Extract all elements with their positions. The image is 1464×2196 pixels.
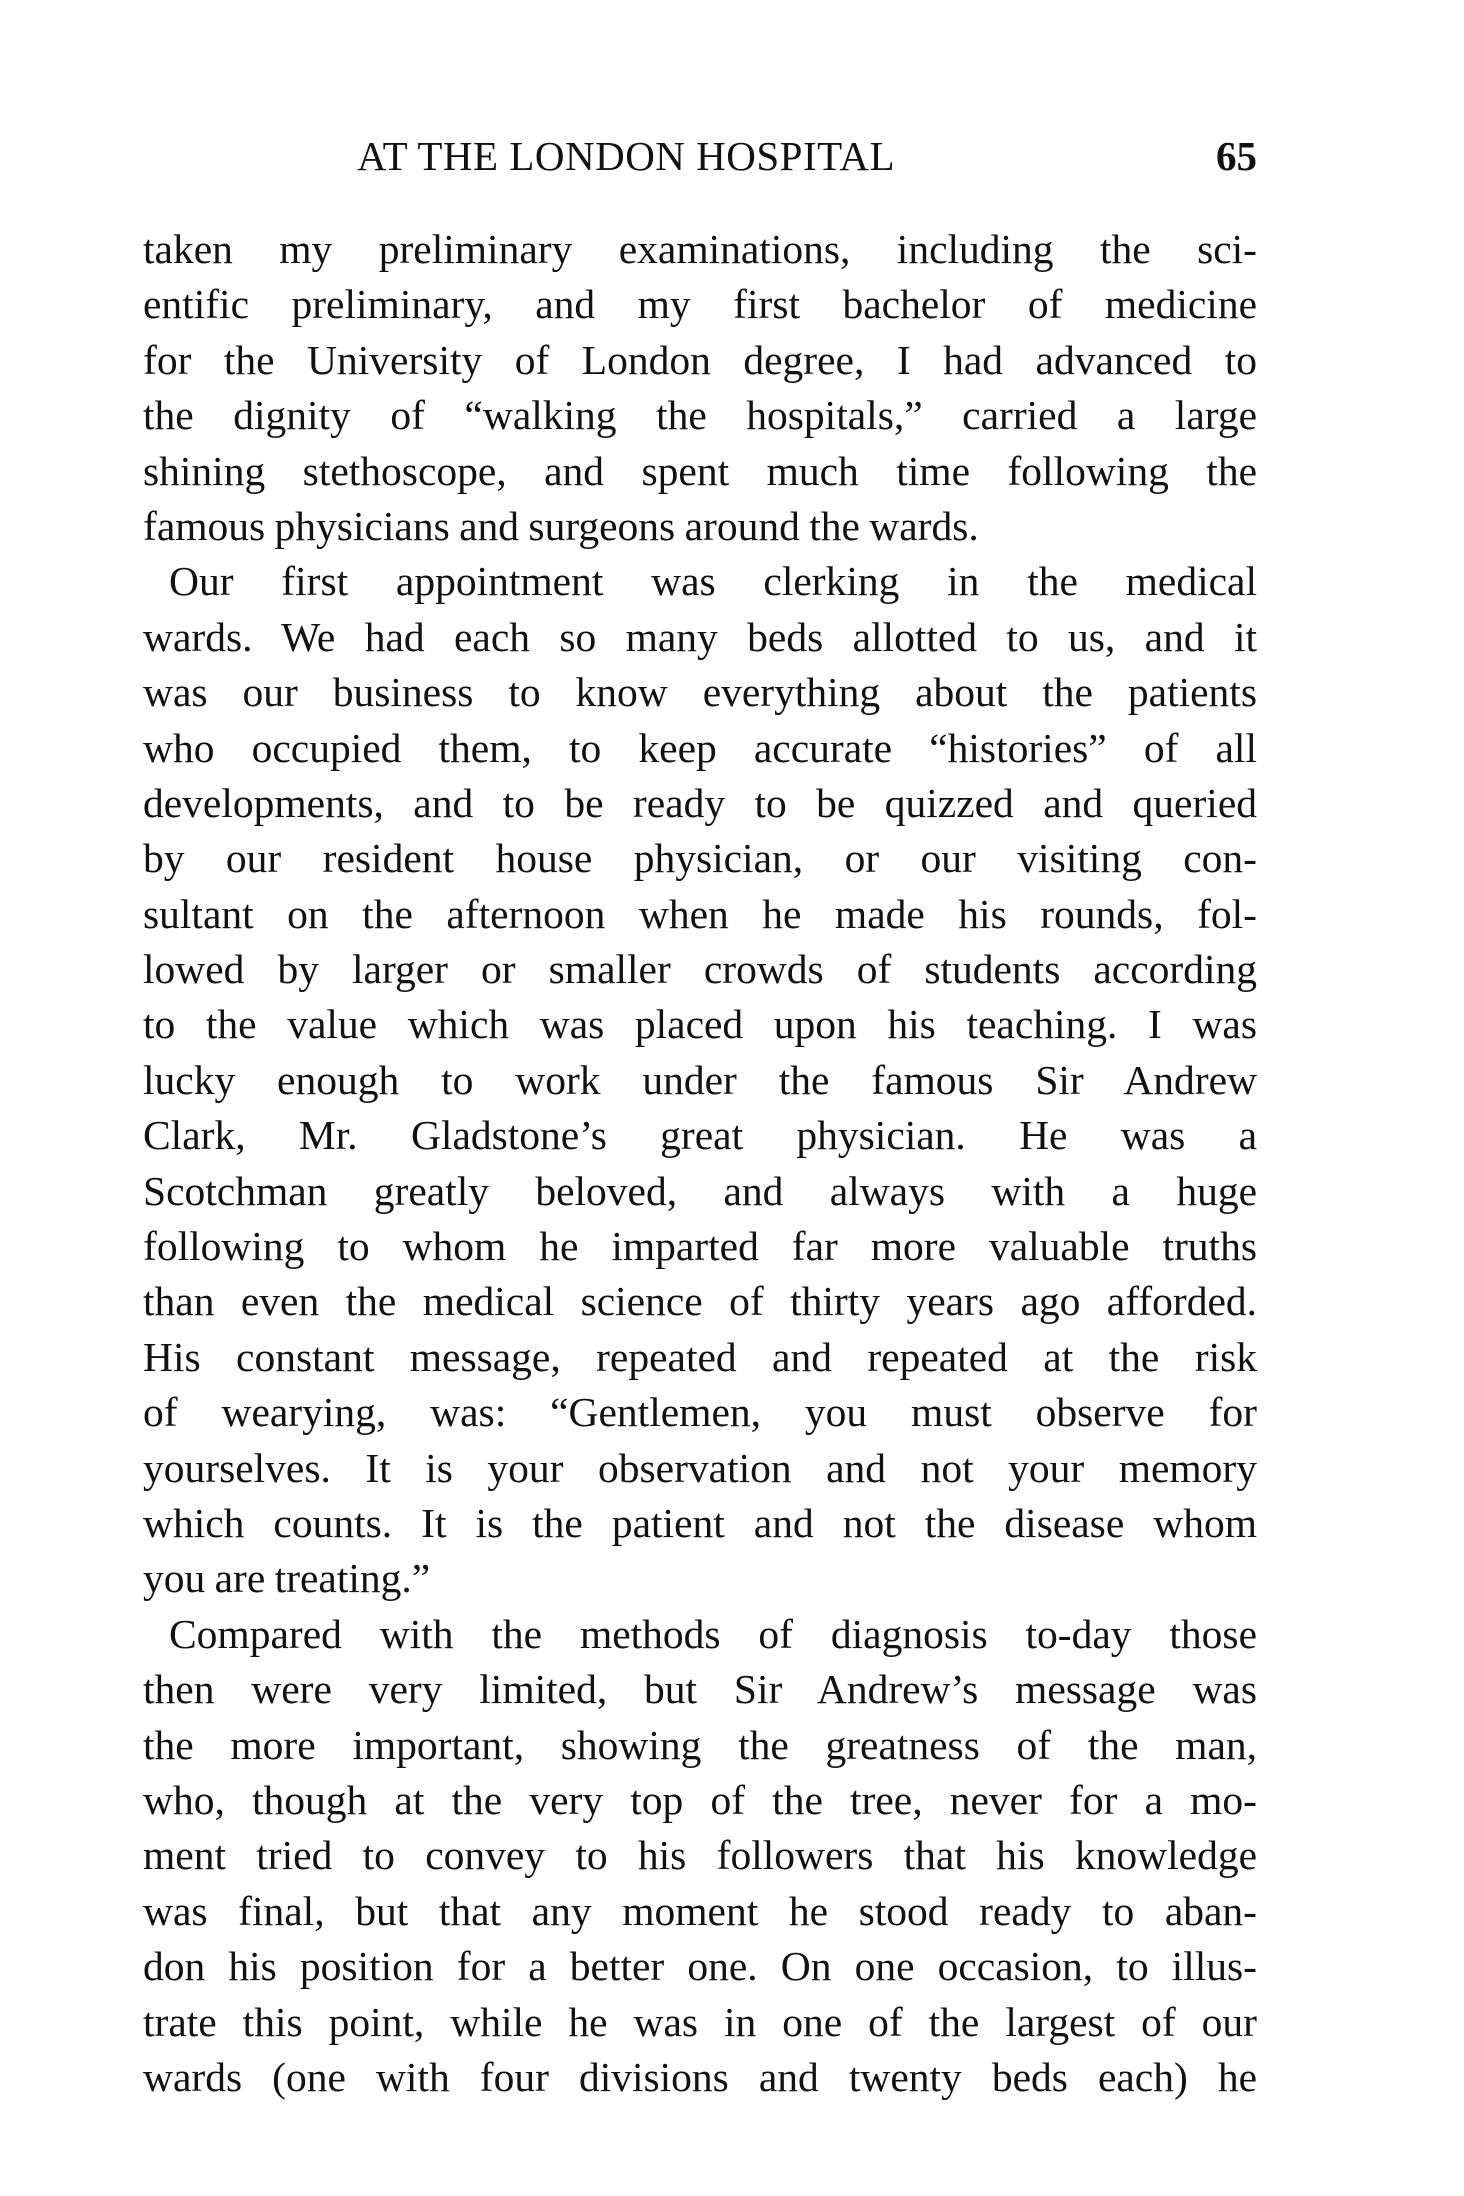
- text-line: trate this point, while he was in one of the largest of our: [143, 1998, 1257, 2045]
- text-line: ment tried to convey to his followers that his knowledge: [143, 1832, 1257, 1879]
- text-line: famous physicians and surgeons around the wards.: [143, 502, 979, 549]
- text-line: lowed by larger or smaller crowds of students according: [143, 946, 1257, 993]
- text-line: taken my preliminary examinations, including the sci-: [143, 226, 1257, 272]
- text-line: yourselves. It is your observation and not your memory: [143, 1444, 1257, 1491]
- body-text: [143, 222, 1257, 2105]
- text-line: the dignity of “walking the hospitals,” carried a large: [143, 392, 1257, 439]
- text-line: by our resident house physician, or our visiting con-: [143, 835, 1257, 882]
- text-line: wards (one with four divisions and twenty beds each) he: [143, 2053, 1257, 2100]
- text-line: developments, and to be ready to be quizzed and queried: [143, 779, 1257, 826]
- text-line: Clark, Mr. Gladstone’s great physician. He was a: [143, 1112, 1257, 1159]
- text-line: then were very limited, but Sir Andrew’s message was: [143, 1666, 1257, 1713]
- text-line: for the University of London degree, I had advanced to: [143, 336, 1257, 383]
- text-line: was final, but that any moment he stood ready to aban-: [143, 1887, 1257, 1934]
- text-line: entific preliminary, and my first bachelor of medicine: [143, 281, 1257, 328]
- running-title: AT THE LONDON HOSPITAL: [357, 133, 896, 179]
- text-line: you are treating.”: [143, 1555, 431, 1602]
- text-line: who occupied them, to keep accurate “histories” of all: [143, 724, 1257, 771]
- text-line: than even the medical science of thirty years ago afforded.: [143, 1278, 1257, 1325]
- running-head: [143, 128, 1257, 184]
- text-line: His constant message, repeated and repeated at the risk: [143, 1333, 1257, 1380]
- page-number: 65: [1216, 133, 1257, 179]
- text-line: lucky enough to work under the famous Sir Andrew: [143, 1056, 1257, 1103]
- text-line: who, though at the very top of the tree, never for a mo-: [143, 1776, 1257, 1823]
- text-line: wards. We had each so many beds allotted to us, and it: [143, 613, 1257, 660]
- text-line: following to whom he imparted far more valuable truths: [143, 1223, 1257, 1270]
- text-line: sultant on the afternoon when he made his rounds, fol-: [143, 890, 1257, 937]
- text-line: to the value which was placed upon his teaching. I was: [143, 1001, 1257, 1048]
- text-line: which counts. It is the patient and not the disease whom: [143, 1499, 1257, 1546]
- text-line: shining stethoscope, and spent much time following the: [143, 447, 1257, 494]
- text-line: Scotchman greatly beloved, and always with a huge: [143, 1167, 1257, 1214]
- text-line: don his position for a better one. On one occasion, to illus-: [143, 1943, 1257, 1990]
- paragraph-first-line: Compared with the methods of diagnosis to-day those: [169, 1610, 1257, 1657]
- paragraph-first-line: Our first appointment was clerking in the medical: [169, 558, 1257, 605]
- text-line: was our business to know everything about the patients: [143, 669, 1257, 716]
- text-line: the more important, showing the greatness of the man,: [143, 1721, 1257, 1768]
- text-line: of wearying, was: “Gentlemen, you must observe for: [143, 1389, 1257, 1436]
